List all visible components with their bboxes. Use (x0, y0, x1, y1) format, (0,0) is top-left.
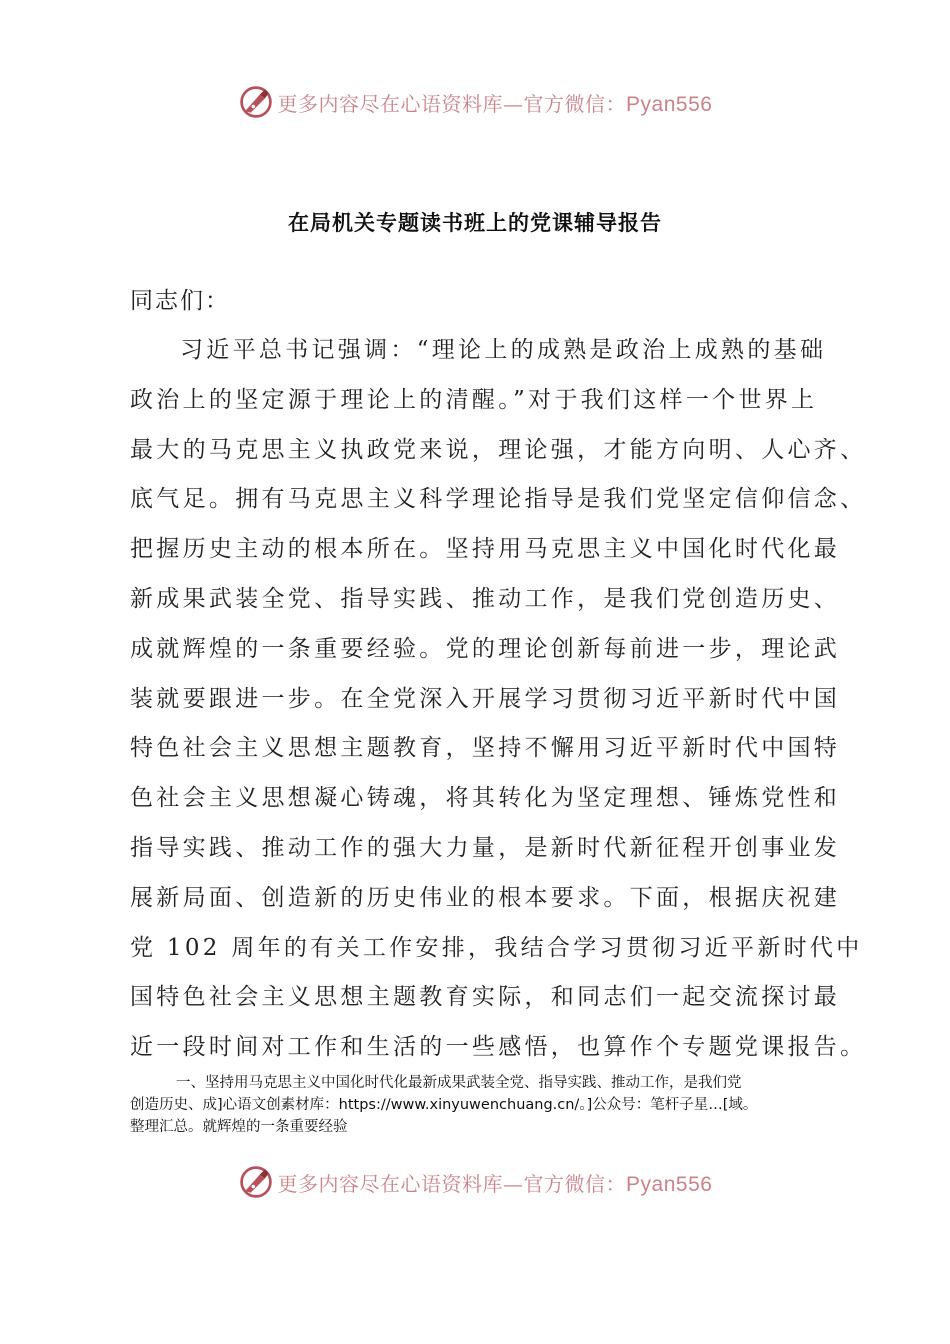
wechat-id: Pyan556 (626, 92, 713, 116)
header-banner (0, 80, 950, 124)
body-line: 底气足。拥有马克思主义科学理论指导是我们党坚定信仰信念、 (130, 486, 867, 513)
section-heading-note (130, 1072, 850, 1138)
wechat-id: Pyan556 (626, 1172, 713, 1196)
body-line: 党 102 周年的有关工作安排，我结合学习贯彻习近平新时代中 (130, 934, 863, 961)
salutation: 同志们： (130, 288, 230, 314)
body-line: 近一段时间对工作和生活的一些感悟，也算作个专题党课报告。 (130, 1034, 867, 1061)
banner-text (278, 1168, 713, 1197)
banner-label: 更多内容尽在心语资料库—官方微信： (277, 1171, 627, 1196)
body-line: 政治上的坚定源于理论上的清醒。”对于我们这样一个世界上 (130, 386, 818, 413)
pen-nib-logo-icon (238, 1164, 274, 1200)
body-line: 习近平总书记强调：“理论上的成熟是政治上成熟的基础 (180, 337, 827, 363)
body-line: 最大的马克思主义执政党来说，理论强，才能方向明、人心齐、 (130, 436, 867, 463)
body-line: 把握历史主动的根本所在。坚持用马克思主义中国化时代化最 (130, 536, 841, 563)
pen-nib-logo-icon (238, 84, 274, 120)
banner-text (278, 88, 713, 117)
body-paragraph (130, 330, 867, 1077)
footnote-line: 创造历史、成]心语文创素材库：https://www.xinyuwenchuang.cn/。]公众号：笔杆子星…[域。 (130, 1097, 758, 1113)
banner-label: 更多内容尽在心语资料库—官方微信： (277, 91, 627, 116)
body-line: 指导实践、推动工作的强大力量，是新时代新征程开创事业发 (130, 834, 841, 861)
document-title: 在局机关专题读书班上的党课辅导报告 (288, 211, 662, 235)
body-line: 展新局面、创造新的历史伟业的根本要求。下面，根据庆祝建 (130, 884, 841, 911)
body-line: 装就要跟进一步。在全党深入开展学习贯彻习近平新时代中国 (130, 685, 841, 712)
footnote-line: 整理汇总。就辉煌的一条重要经验 (130, 1119, 348, 1135)
body-line: 特色社会主义思想主题教育，坚持不懈用习近平新时代中国特 (130, 735, 841, 762)
footer-banner (0, 1160, 950, 1204)
body-line: 成就辉煌的一条重要经验。党的理论创新每前进一步，理论武 (130, 635, 841, 662)
body-line: 国特色社会主义思想主题教育实际，和同志们一起交流探讨最 (130, 984, 841, 1011)
footnote-line: 一、坚持用马克思主义中国化时代化最新成果武装全党、指导实践、推动工作，是我们党 (176, 1075, 742, 1091)
body-line: 色社会主义思想凝心铸魂，将其转化为坚定理想、锤炼党性和 (130, 785, 841, 812)
body-line: 新成果武装全党、指导实践、推动工作，是我们党创造历史、 (130, 585, 841, 612)
